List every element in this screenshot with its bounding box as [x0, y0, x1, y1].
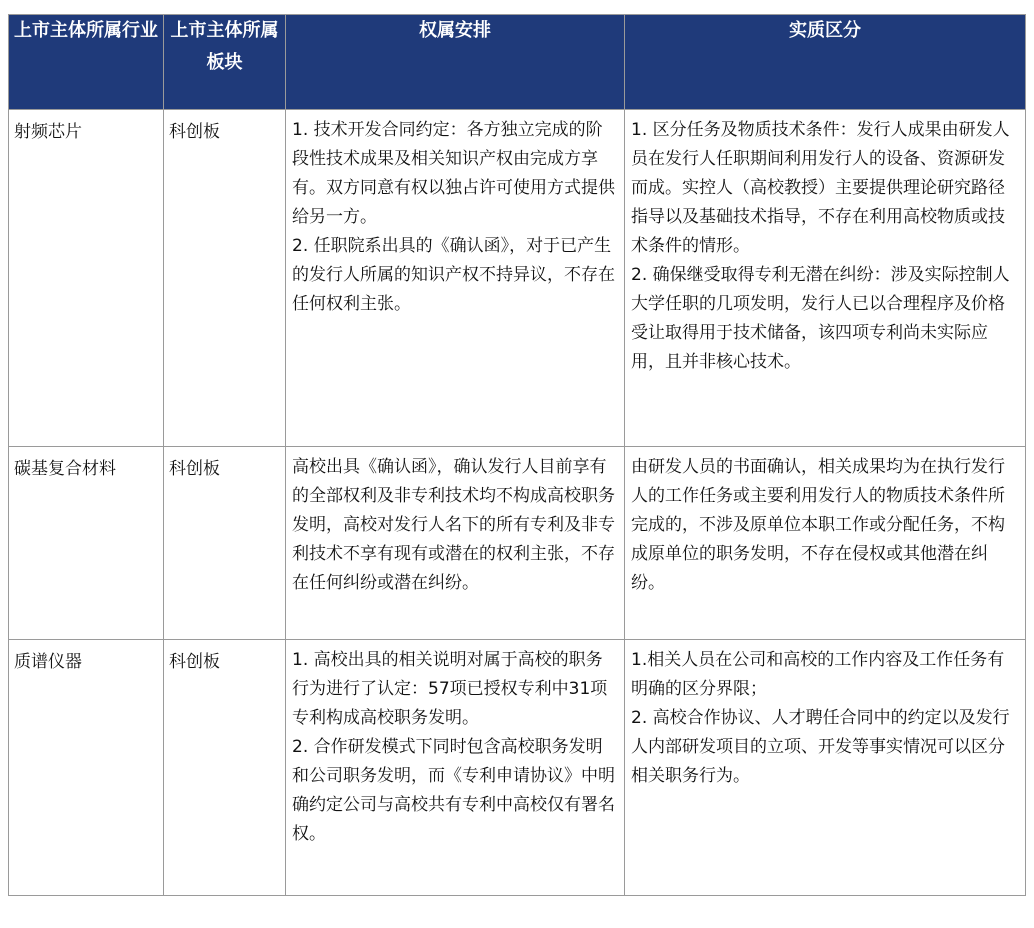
- cell-industry: [9, 640, 164, 896]
- board-text: 科创板: [169, 459, 220, 479]
- board-text: 科创板: [169, 122, 220, 142]
- industry-text: 射频芯片: [14, 122, 82, 142]
- distinction-paragraph: 2. 高校合作协议、人才聘任合同中的约定以及发行人内部研发项目的立项、开发等事实情况可以区分相关职务行为。: [631, 708, 1010, 786]
- cell-industry: [9, 110, 164, 447]
- cell-ownership: [286, 640, 625, 896]
- cell-industry: [9, 447, 164, 640]
- industry-text: 质谱仪器: [14, 652, 82, 672]
- ownership-paragraph: 1. 技术开发合同约定：各方独立完成的阶段性技术成果及相关知识产权由完成方享有。双方同意有权以独占许可使用方式提供给另一方。: [292, 120, 615, 227]
- header-board-text: 上市主体所属板块: [170, 20, 279, 73]
- distinction-paragraph: 1. 区分任务及物质技术条件：发行人成果由研发人员在发行人任职期间利用发行人的设备、资源研发而成。实控人（高校教授）主要提供理论研究路径指导以及基础技术指导，不存在利用高校物质或技术条件的情形。: [631, 120, 1010, 256]
- cell-distinction: [625, 640, 1026, 896]
- header-distinction: [625, 15, 1026, 110]
- table-row: [9, 640, 1026, 896]
- industry-text: 碳基复合材料: [14, 459, 116, 479]
- ownership-paragraph: 2. 合作研发模式下同时包含高校职务发明和公司职务发明，而《专利申请协议》中明确约定公司与高校共有专利中高校仅有署名权。: [292, 737, 615, 844]
- cell-board: [164, 640, 286, 896]
- header-industry: [9, 15, 164, 110]
- cell-distinction: [625, 447, 1026, 640]
- table-header-row: [9, 15, 1026, 110]
- cell-distinction: [625, 110, 1026, 447]
- ownership-paragraph: 1. 高校出具的相关说明对属于高校的职务行为进行了认定：57项已授权专利中31项专利构成高校职务发明。: [292, 650, 608, 728]
- table-row: [9, 110, 1026, 447]
- distinction-paragraph: 2. 确保继受取得专利无潜在纠纷：涉及实际控制人大学任职的几项发明，发行人已以合理程序及价格受让取得用于技术储备，该四项专利尚未实际应用，且并非核心技术。: [631, 265, 1010, 372]
- cell-board: [164, 447, 286, 640]
- cell-ownership: [286, 447, 625, 640]
- ownership-paragraph: 高校出具《确认函》，确认发行人目前享有的全部权利及非专利技术均不构成高校职务发明，高校对发行人名下的所有专利及非专利技术不享有现有或潜在的权利主张，不存在任何纠纷或潜在纠纷。: [292, 457, 615, 593]
- distinction-paragraph: 由研发人员的书面确认，相关成果均为在执行发行人的工作任务或主要利用发行人的物质技术条件所完成的，不涉及原单位本职工作或分配任务，不构成原单位的职务发明，不存在侵权或其他潜在纠纷。: [631, 457, 1005, 593]
- header-ownership-text: 权属安排: [419, 20, 491, 41]
- board-text: 科创板: [169, 652, 220, 672]
- header-ownership: [286, 15, 625, 110]
- header-industry-text: 上市主体所属行业: [14, 20, 158, 41]
- distinction-paragraph: 1.相关人员在公司和高校的工作内容及工作任务有明确的区分界限；: [631, 650, 1005, 699]
- table-row: [9, 447, 1026, 640]
- header-board: [164, 15, 286, 110]
- cell-ownership: [286, 110, 625, 447]
- ip-comparison-table: [8, 14, 1026, 896]
- header-distinction-text: 实质区分: [789, 20, 861, 41]
- cell-board: [164, 110, 286, 447]
- ownership-paragraph: 2. 任职院系出具的《确认函》，对于已产生的发行人所属的知识产权不持异议，不存在任何权利主张。: [292, 236, 615, 314]
